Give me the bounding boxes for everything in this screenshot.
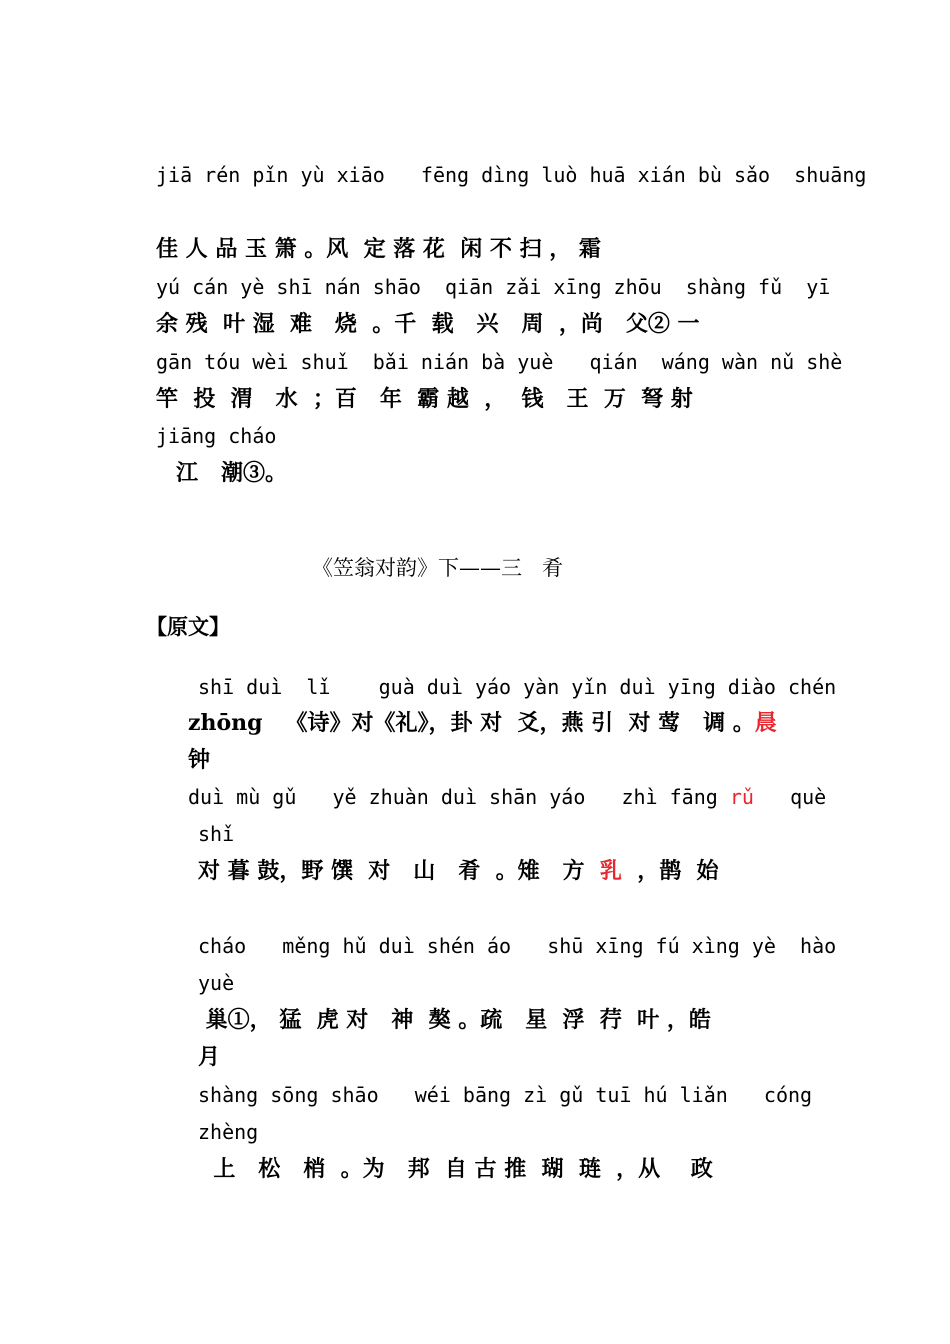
hanzi-text: ，鹊 始 [621, 858, 719, 884]
pinyin-line: shǐ [198, 822, 235, 846]
hanzi-text: zhōng 《诗》对《礼》，卦 对 爻，燕 引 对 莺 调 。 [188, 710, 755, 736]
highlighted-character: 晨 [754, 710, 777, 736]
highlighted-character: 乳 [599, 858, 622, 884]
hanzi-line: 佳 人 品 玉 箫 。风 定 落 花 闲 不 扫 ， 霜 [156, 236, 601, 262]
section-title: 《笠翁对韵》下——三 肴 [312, 556, 564, 580]
pinyin-line: shī duì lǐ guà duì yáo yàn yǐn duì yīng diào chén [198, 675, 837, 699]
hanzi-line [188, 712, 777, 734]
hanzi-line [198, 860, 719, 882]
hanzi-line: 余 残 叶 湿 难 烧 。千 载 兴 周 ，尚 父② 一 [156, 311, 700, 337]
hanzi-line: 竿 投 渭 水 ；百 年 霸 越 ， 钱 王 万 弩 射 [156, 386, 693, 412]
pinyin-line: jiāng cháo [156, 424, 277, 448]
hanzi-line: 上 松 梢 。为 邦 自 古 推 瑚 琏 ，从 政 [198, 1156, 713, 1182]
pinyin-line [188, 787, 826, 807]
pinyin-line: gān tóu wèi shuǐ bǎi nián bà yuè qián wáng wàn nǔ shè [156, 350, 843, 374]
original-text-heading: 【原文】 [146, 614, 230, 639]
pinyin-line: zhèng [198, 1120, 259, 1144]
hanzi-line: 巢①， 猛 虎 对 神 獒 。疏 星 浮 荇 叶 ，皓 [198, 1007, 711, 1033]
highlighted-pinyin: rǔ [729, 785, 754, 809]
pinyin-text: duì mù gǔ yě zhuàn duì shān yáo zhì fāng [188, 785, 730, 809]
hanzi-line: 月 [198, 1044, 221, 1070]
pinyin-line: yú cán yè shī nán shāo qiān zǎi xīng zhōu shàng fǔ yī [156, 275, 831, 299]
pinyin-line: yuè [198, 971, 235, 995]
hanzi-text: 对 暮 鼓，野 馔 对 山 肴 。雉 方 [198, 858, 600, 884]
pinyin-line: cháo měng hǔ duì shén áo shū xīng fú xìng yè hào [198, 934, 837, 958]
hanzi-line: 钟 [188, 747, 211, 773]
pinyin-line: jiā rén pǐn yù xiāo fēng dìng luò huā xián bù sǎo shuāng [156, 163, 867, 187]
hanzi-line: 江 潮③。 [176, 460, 287, 486]
pinyin-text: què [753, 785, 827, 809]
pinyin-line: shàng sōng shāo wéi bāng zì gǔ tuī hú liǎn cóng [198, 1083, 813, 1107]
